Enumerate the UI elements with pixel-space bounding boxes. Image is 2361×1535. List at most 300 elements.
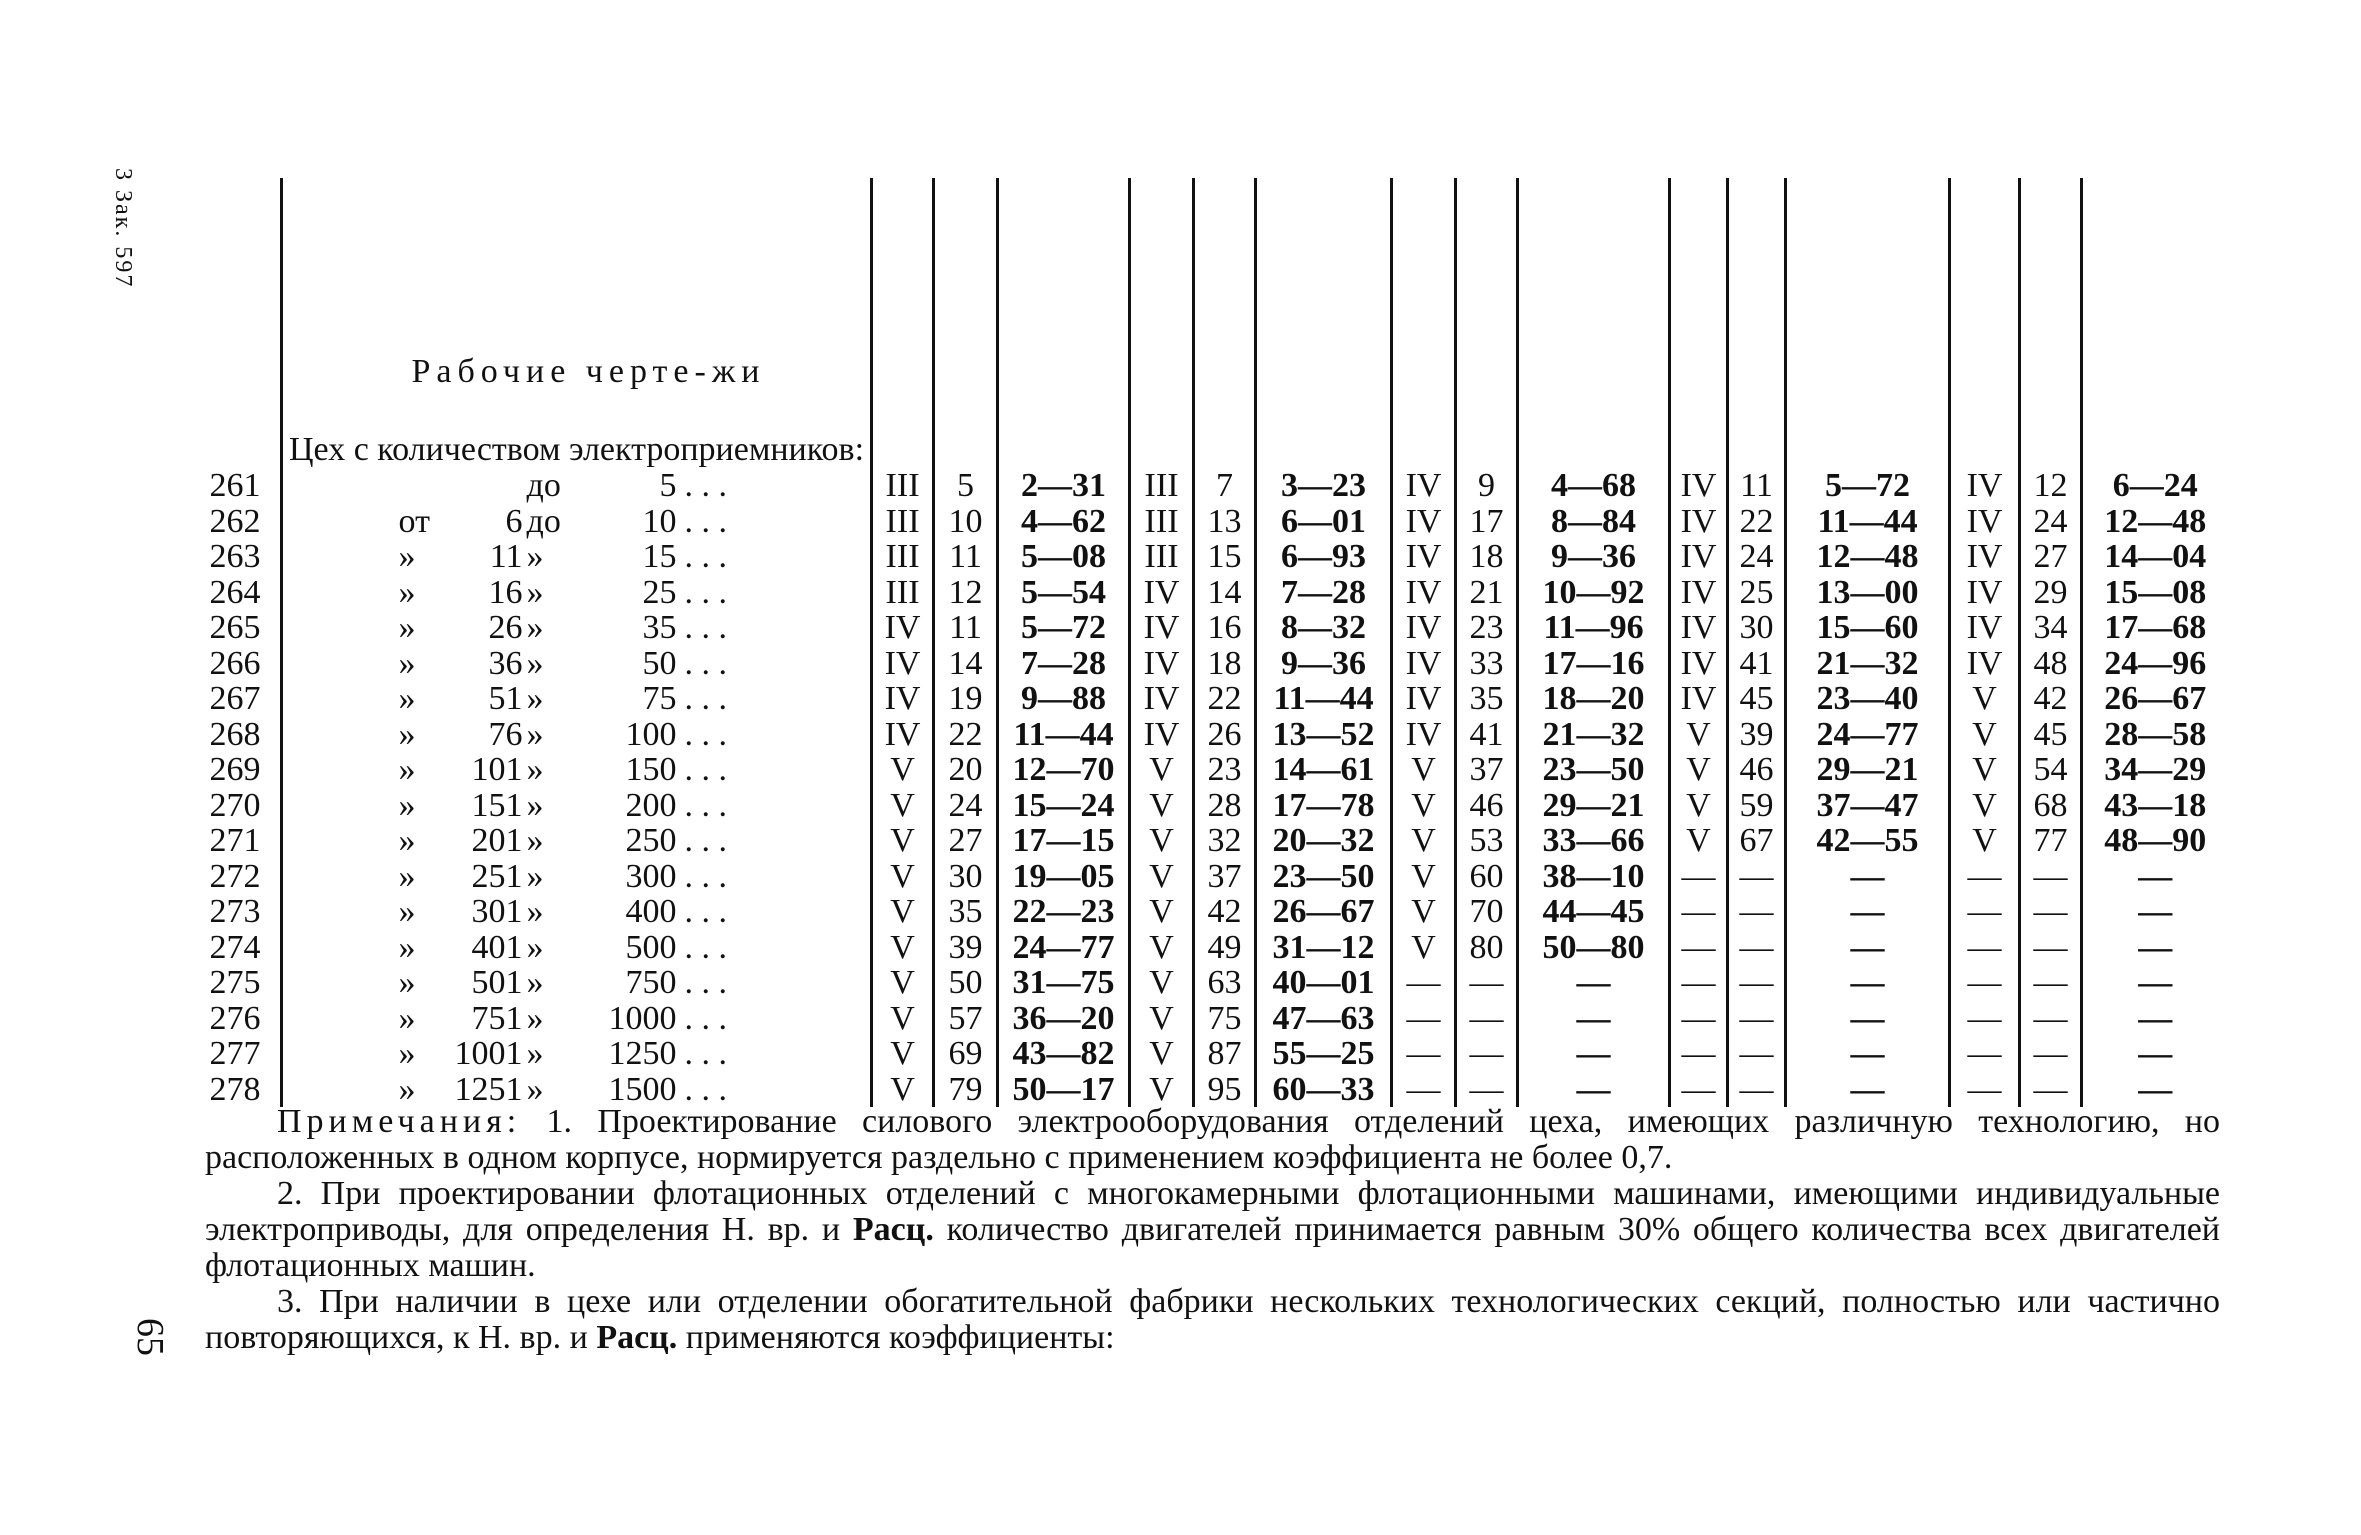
cell-c9: — <box>1518 1001 1670 1037</box>
cell-c3: 19—05 <box>998 859 1130 895</box>
cell-c3: 15—24 <box>998 788 1130 824</box>
range-prefix: » <box>398 609 416 646</box>
cell-c11: 39 <box>1728 717 1786 753</box>
cell-c13: — <box>1950 1036 2020 1072</box>
cell-c7: IV <box>1392 610 1456 646</box>
range-to: 1000 <box>608 999 677 1037</box>
leader-dots: . . . <box>684 715 728 753</box>
note-2-text-a: 2. При проектировании флотационных отделений с многокамерными флотационными машинами, имеющими индивидуальные электроприводы, для определения Н. вр. и <box>205 1175 2220 1248</box>
cell-c6: 11—44 <box>1256 681 1392 717</box>
cell-c7: IV <box>1392 468 1456 504</box>
range-to: 50 <box>642 644 677 682</box>
cell-c1: V <box>872 752 934 788</box>
cell-c9: 44—45 <box>1518 894 1670 930</box>
range-from: 101 <box>471 751 523 788</box>
cell-c3: 5—54 <box>998 575 1130 611</box>
range-prefix: » <box>398 715 416 753</box>
range-cell <box>282 1001 872 1037</box>
range-to-word: » <box>526 751 544 788</box>
range-cell <box>282 965 872 1001</box>
range-to-word: » <box>526 822 544 859</box>
leader-dots: . . . <box>684 467 728 504</box>
cell-c9: 29—21 <box>1518 788 1670 824</box>
range-prefix: » <box>398 1035 416 1072</box>
cell-c14: 45 <box>2020 717 2082 753</box>
range-cell <box>282 823 872 859</box>
cell-c14: 29 <box>2020 575 2082 611</box>
range-prefix: » <box>398 893 416 930</box>
order-note: 3 Зак. 597 <box>110 168 136 289</box>
cell-c6: 8—32 <box>1256 610 1392 646</box>
cell-c7: V <box>1392 788 1456 824</box>
cell-c14: — <box>2020 859 2082 895</box>
cell-c3: 50—17 <box>998 1072 1130 1108</box>
note-3 <box>205 1284 2220 1356</box>
cell-c4: V <box>1130 930 1194 966</box>
table-row <box>190 646 2228 682</box>
cell-c12: — <box>1786 965 1950 1001</box>
range-cell <box>282 894 872 930</box>
range-cell <box>282 717 872 753</box>
row-number: 275 <box>209 964 261 1001</box>
cell-c5: 18 <box>1194 646 1256 682</box>
cell-c12: — <box>1786 1036 1950 1072</box>
cell-c6: 13—52 <box>1256 717 1392 753</box>
cell-c13: — <box>1950 1072 2020 1108</box>
cell-c10: — <box>1670 1001 1728 1037</box>
cell-c8: 18 <box>1456 539 1518 575</box>
range-to-word: » <box>526 1035 544 1072</box>
cell-c15: — <box>2082 930 2228 966</box>
cell-c6: 60—33 <box>1256 1072 1392 1108</box>
range-from: 11 <box>489 538 523 575</box>
leader-dots: . . . <box>684 538 728 575</box>
leader-dots: . . . <box>684 928 728 966</box>
range-prefix: » <box>398 644 416 682</box>
cell-c5: 7 <box>1194 468 1256 504</box>
range-to-word: » <box>526 538 544 575</box>
cell-c6: 47—63 <box>1256 1001 1392 1037</box>
row-number: 261 <box>209 467 261 504</box>
leader-dots: . . . <box>684 964 728 1001</box>
leader-dots: . . . <box>684 786 728 824</box>
cell-c6: 23—50 <box>1256 859 1392 895</box>
cell-c15: — <box>2082 1072 2228 1108</box>
row-number: 277 <box>209 1035 261 1072</box>
cell-c2: 19 <box>934 681 998 717</box>
note-3-bold: Расц. <box>596 1319 678 1356</box>
cell-c12: — <box>1786 894 1950 930</box>
range-prefix: » <box>398 857 416 895</box>
range-from: 6 <box>505 502 523 540</box>
cell-c15: — <box>2082 1036 2228 1072</box>
range-to: 300 <box>625 857 677 895</box>
cell-c15: — <box>2082 859 2228 895</box>
cell-c6: 17—78 <box>1256 788 1392 824</box>
cell-c5: 95 <box>1194 1072 1256 1108</box>
cell-c1: V <box>872 1001 934 1037</box>
cell-c10: — <box>1670 1036 1728 1072</box>
leader-dots: . . . <box>684 502 728 540</box>
cell-c2: 79 <box>934 1072 998 1108</box>
cell-c11: — <box>1728 859 1786 895</box>
cell-c2: 35 <box>934 894 998 930</box>
cell-c14: 42 <box>2020 681 2082 717</box>
range-prefix: » <box>398 573 416 611</box>
cell-c12: — <box>1786 859 1950 895</box>
range-to-word: » <box>526 573 544 611</box>
cell-c5: 87 <box>1194 1036 1256 1072</box>
cell-c14: — <box>2020 1036 2082 1072</box>
cell-c10: IV <box>1670 539 1728 575</box>
cell-c2: 24 <box>934 788 998 824</box>
range-to: 500 <box>625 928 677 966</box>
cell-c2: 5 <box>934 468 998 504</box>
range-cell <box>282 788 872 824</box>
cell-c5: 49 <box>1194 930 1256 966</box>
range-from: 1001 <box>454 1035 523 1072</box>
range-cell <box>282 681 872 717</box>
cell-c13: IV <box>1950 575 2020 611</box>
cell-c3: 22—23 <box>998 894 1130 930</box>
cell-c10: IV <box>1670 468 1728 504</box>
cell-c11: 22 <box>1728 504 1786 540</box>
norm-table <box>190 178 2228 1107</box>
range-from: 751 <box>471 999 523 1037</box>
cell-c7: V <box>1392 930 1456 966</box>
cell-c4: IV <box>1130 610 1194 646</box>
cell-c12: 21—32 <box>1786 646 1950 682</box>
cell-c11: 11 <box>1728 468 1786 504</box>
cell-c7: IV <box>1392 646 1456 682</box>
cell-c2: 27 <box>934 823 998 859</box>
cell-c1: V <box>872 1072 934 1108</box>
cell-c13: — <box>1950 965 2020 1001</box>
cell-c10: IV <box>1670 610 1728 646</box>
cell-c8: 70 <box>1456 894 1518 930</box>
cell-c1: V <box>872 859 934 895</box>
cell-c14: 77 <box>2020 823 2082 859</box>
cell-c3: 12—70 <box>998 752 1130 788</box>
page-number: 65 <box>129 1318 171 1356</box>
range-from: 251 <box>471 857 523 895</box>
cell-c2: 10 <box>934 504 998 540</box>
header-subtitle: Цех с количеством электроприемников: <box>289 431 865 468</box>
cell-c7: — <box>1392 965 1456 1001</box>
row-number: 273 <box>209 893 261 930</box>
cell-c1: IV <box>872 681 934 717</box>
range-from: 26 <box>488 609 523 646</box>
cell-c14: 54 <box>2020 752 2082 788</box>
cell-c12: — <box>1786 1001 1950 1037</box>
range-prefix: » <box>398 928 416 966</box>
row-number: 271 <box>209 822 261 859</box>
cell-c5: 23 <box>1194 752 1256 788</box>
range-prefix: » <box>398 538 416 575</box>
cell-c3: 43—82 <box>998 1036 1130 1072</box>
cell-c9: 4—68 <box>1518 468 1670 504</box>
range-to-word: » <box>526 964 544 1001</box>
cell-c13: IV <box>1950 539 2020 575</box>
cell-c7: V <box>1392 823 1456 859</box>
cell-c12: 29—21 <box>1786 752 1950 788</box>
cell-c7: — <box>1392 1001 1456 1037</box>
cell-c3: 5—72 <box>998 610 1130 646</box>
cell-c12: 15—60 <box>1786 610 1950 646</box>
cell-c9: 23—50 <box>1518 752 1670 788</box>
range-cell <box>282 610 872 646</box>
cell-c7: V <box>1392 894 1456 930</box>
range-to: 750 <box>625 964 677 1001</box>
cell-c4: IV <box>1130 575 1194 611</box>
cell-c9: 17—16 <box>1518 646 1670 682</box>
cell-c11: 67 <box>1728 823 1786 859</box>
cell-c10: V <box>1670 788 1728 824</box>
cell-c2: 11 <box>934 610 998 646</box>
range-prefix: » <box>398 751 416 788</box>
cell-c5: 13 <box>1194 504 1256 540</box>
range-cell <box>282 504 872 540</box>
range-to: 1500 <box>608 1070 677 1108</box>
leader-dots: . . . <box>684 644 728 682</box>
cell-c9: — <box>1518 1036 1670 1072</box>
range-to-word: » <box>526 857 544 895</box>
cell-c5: 63 <box>1194 965 1256 1001</box>
row-number: 276 <box>209 999 261 1037</box>
cell-c2: 30 <box>934 859 998 895</box>
range-from: 1251 <box>454 1070 523 1108</box>
cell-c5: 15 <box>1194 539 1256 575</box>
cell-c3: 5—08 <box>998 539 1130 575</box>
cell-c9: 11—96 <box>1518 610 1670 646</box>
cell-c11: 24 <box>1728 539 1786 575</box>
cell-c3: 9—88 <box>998 681 1130 717</box>
cell-c7: IV <box>1392 681 1456 717</box>
cell-c13: IV <box>1950 646 2020 682</box>
range-prefix: » <box>398 680 416 717</box>
cell-c6: 31—12 <box>1256 930 1392 966</box>
range-to: 400 <box>625 893 677 930</box>
cell-c3: 31—75 <box>998 965 1130 1001</box>
cell-c13: — <box>1950 859 2020 895</box>
cell-c8: 35 <box>1456 681 1518 717</box>
cell-c4: V <box>1130 752 1194 788</box>
cell-c1: IV <box>872 610 934 646</box>
leader-dots: . . . <box>684 1035 728 1072</box>
cell-c11: — <box>1728 1001 1786 1037</box>
range-cell <box>282 468 872 504</box>
cell-c9: 21—32 <box>1518 717 1670 753</box>
table-row <box>190 752 2228 788</box>
cell-c6: 40—01 <box>1256 965 1392 1001</box>
cell-c2: 50 <box>934 965 998 1001</box>
row-number: 267 <box>209 680 261 717</box>
row-number: 270 <box>209 786 261 824</box>
cell-c12: — <box>1786 930 1950 966</box>
cell-c12: 12—48 <box>1786 539 1950 575</box>
range-to-word: » <box>526 680 544 717</box>
cell-c3: 4—62 <box>998 504 1130 540</box>
cell-c5: 32 <box>1194 823 1256 859</box>
leader-dots: . . . <box>684 1070 728 1108</box>
range-to: 15 <box>642 538 677 575</box>
table-row <box>190 610 2228 646</box>
table-row <box>190 504 2228 540</box>
cell-c9: 38—10 <box>1518 859 1670 895</box>
cell-c12: — <box>1786 1072 1950 1108</box>
cell-c15: — <box>2082 1001 2228 1037</box>
cell-c1: III <box>872 575 934 611</box>
cell-c10: IV <box>1670 504 1728 540</box>
cell-c12: 5—72 <box>1786 468 1950 504</box>
cell-c2: 57 <box>934 1001 998 1037</box>
note-2 <box>205 1176 2220 1284</box>
range-to-word: до <box>526 467 561 504</box>
cell-c1: III <box>872 468 934 504</box>
cell-c10: IV <box>1670 681 1728 717</box>
range-prefix: » <box>398 964 416 1001</box>
cell-c6: 26—67 <box>1256 894 1392 930</box>
note-2-bold: Расц. <box>852 1211 934 1248</box>
cell-c7: V <box>1392 859 1456 895</box>
range-prefix: » <box>398 999 416 1037</box>
notes-block <box>205 1104 2220 1356</box>
cell-c4: III <box>1130 539 1194 575</box>
cell-c8: — <box>1456 1001 1518 1037</box>
cell-c13: IV <box>1950 504 2020 540</box>
range-prefix: » <box>398 1070 416 1108</box>
header-cell <box>282 178 872 468</box>
cell-c8: 60 <box>1456 859 1518 895</box>
table-row <box>190 965 2228 1001</box>
leader-dots: . . . <box>684 893 728 930</box>
table-row <box>190 823 2228 859</box>
row-number: 269 <box>209 751 261 788</box>
range-from: 151 <box>471 786 523 824</box>
cell-c3: 17—15 <box>998 823 1130 859</box>
cell-c4: V <box>1130 965 1194 1001</box>
cell-c5: 22 <box>1194 681 1256 717</box>
cell-c6: 9—36 <box>1256 646 1392 682</box>
cell-c5: 75 <box>1194 1001 1256 1037</box>
range-to: 75 <box>642 680 677 717</box>
cell-c4: III <box>1130 504 1194 540</box>
cell-c10: — <box>1670 859 1728 895</box>
cell-c10: IV <box>1670 646 1728 682</box>
row-number: 262 <box>209 502 261 540</box>
cell-c8: — <box>1456 1072 1518 1108</box>
cell-c9: 10—92 <box>1518 575 1670 611</box>
cell-c10: — <box>1670 894 1728 930</box>
cell-c3: 2—31 <box>998 468 1130 504</box>
cell-c4: IV <box>1130 681 1194 717</box>
cell-c8: 17 <box>1456 504 1518 540</box>
range-cell <box>282 646 872 682</box>
cell-c13: V <box>1950 681 2020 717</box>
cell-c4: V <box>1130 823 1194 859</box>
cell-c10: — <box>1670 930 1728 966</box>
cell-c11: — <box>1728 965 1786 1001</box>
cell-c11: 59 <box>1728 788 1786 824</box>
cell-c8: 37 <box>1456 752 1518 788</box>
cell-c15: 28—58 <box>2082 717 2228 753</box>
cell-c5: 42 <box>1194 894 1256 930</box>
range-cell <box>282 859 872 895</box>
cell-c8: 41 <box>1456 717 1518 753</box>
cell-c2: 14 <box>934 646 998 682</box>
cell-c13: V <box>1950 788 2020 824</box>
cell-c2: 39 <box>934 930 998 966</box>
cell-c7: IV <box>1392 717 1456 753</box>
cell-c14: — <box>2020 1072 2082 1108</box>
cell-c7: IV <box>1392 539 1456 575</box>
range-to: 35 <box>642 609 677 646</box>
cell-c14: 68 <box>2020 788 2082 824</box>
cell-c4: V <box>1130 859 1194 895</box>
cell-c9: — <box>1518 965 1670 1001</box>
range-cell <box>282 1036 872 1072</box>
cell-c6: 6—93 <box>1256 539 1392 575</box>
cell-c11: 41 <box>1728 646 1786 682</box>
cell-c8: 80 <box>1456 930 1518 966</box>
cell-c14: — <box>2020 894 2082 930</box>
cell-c12: 11—44 <box>1786 504 1950 540</box>
norm-table-container <box>190 178 2228 1107</box>
cell-c7: — <box>1392 1036 1456 1072</box>
cell-c13: V <box>1950 717 2020 753</box>
cell-c5: 26 <box>1194 717 1256 753</box>
cell-c14: 24 <box>2020 504 2082 540</box>
cell-c6: 20—32 <box>1256 823 1392 859</box>
cell-c15: 6—24 <box>2082 468 2228 504</box>
table-row <box>190 1072 2228 1108</box>
cell-c2: 12 <box>934 575 998 611</box>
range-from: 36 <box>488 644 523 682</box>
note-2-text-b: количество двигателей принимается равным 30% общего количества всех двигателей флотационных машин. <box>205 1211 2221 1284</box>
cell-c1: III <box>872 539 934 575</box>
cell-c3: 36—20 <box>998 1001 1130 1037</box>
cell-c4: V <box>1130 1072 1194 1108</box>
cell-c15: 24—96 <box>2082 646 2228 682</box>
table-row <box>190 1001 2228 1037</box>
table-row <box>190 894 2228 930</box>
cell-c15: 48—90 <box>2082 823 2228 859</box>
cell-c1: IV <box>872 717 934 753</box>
cell-c8: — <box>1456 1036 1518 1072</box>
cell-c1: V <box>872 823 934 859</box>
cell-c1: V <box>872 788 934 824</box>
cell-c12: 23—40 <box>1786 681 1950 717</box>
cell-c11: 25 <box>1728 575 1786 611</box>
table-row <box>190 681 2228 717</box>
cell-c13: V <box>1950 823 2020 859</box>
range-to-word: » <box>526 893 544 930</box>
cell-c13: — <box>1950 894 2020 930</box>
range-prefix: » <box>398 822 416 859</box>
cell-c9: — <box>1518 1072 1670 1108</box>
table-row <box>190 930 2228 966</box>
table-row <box>190 468 2228 504</box>
table-row <box>190 1036 2228 1072</box>
range-to-word: » <box>526 999 544 1037</box>
cell-c12: 37—47 <box>1786 788 1950 824</box>
cell-c10: V <box>1670 752 1728 788</box>
cell-c9: 18—20 <box>1518 681 1670 717</box>
range-cell <box>282 575 872 611</box>
cell-c6: 6—01 <box>1256 504 1392 540</box>
note-3-text-b: применяются коэффициенты: <box>677 1319 1115 1356</box>
cell-c10: — <box>1670 1072 1728 1108</box>
